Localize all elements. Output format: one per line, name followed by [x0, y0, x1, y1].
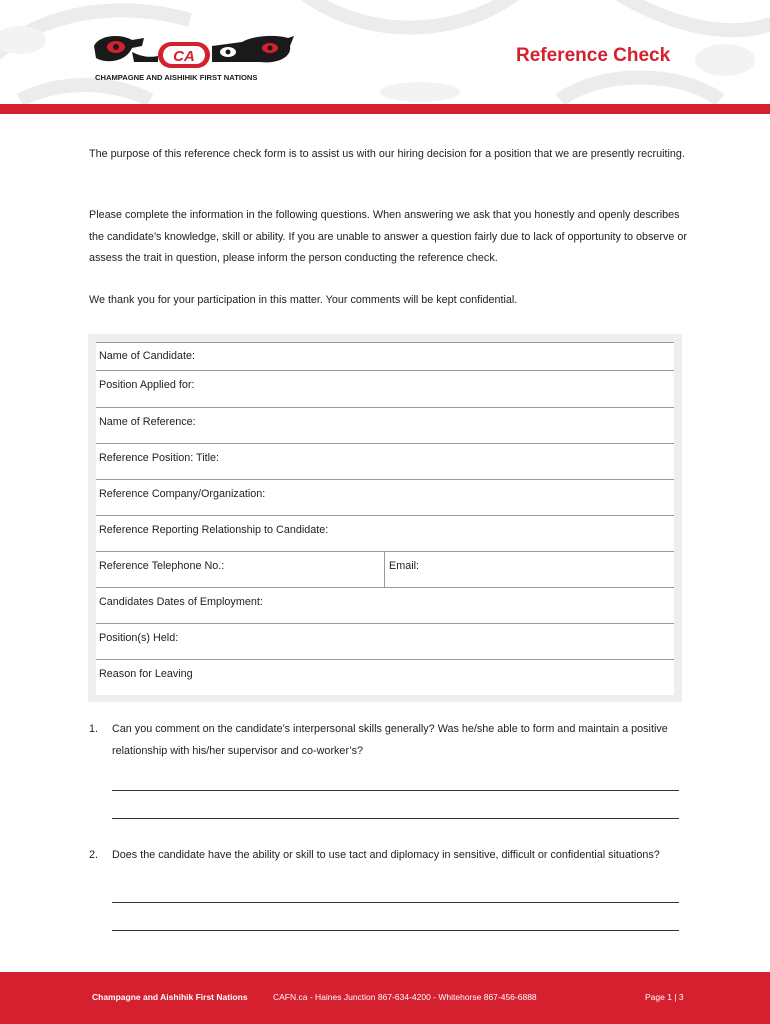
field-divider: [384, 552, 385, 587]
footer-org-name: Champagne and Aishihik First Nations: [92, 992, 248, 1002]
reference-name-label: Name of Reference:: [99, 416, 196, 428]
svg-text:CA: CA: [173, 48, 195, 65]
reference-company-field[interactable]: [96, 480, 674, 516]
telephone-label: Reference Telephone No.:: [99, 560, 225, 572]
reference-name-field[interactable]: [96, 408, 674, 444]
intro-thanks: We thank you for your participation in this matter. Your comments will be kept confidential.: [89, 294, 518, 306]
question-number: 1.: [89, 723, 99, 735]
answer-line[interactable]: [112, 790, 679, 791]
reference-position-field[interactable]: [96, 444, 674, 480]
question-1: [0, 719, 770, 763]
reporting-relationship-field[interactable]: [96, 516, 674, 552]
position-applied-label: Position Applied for:: [99, 379, 195, 391]
footer-contact-info: CAFN.ca - Haines Junction 867-634-4200 - Whitehorse 867-456-6888: [273, 992, 537, 1002]
candidate-name-field[interactable]: [96, 342, 674, 371]
header: [0, 0, 770, 116]
candidate-name-label: Name of Candidate:: [99, 350, 196, 362]
svg-text:CHAMPAGNE AND AISHIHIK FIRST N: CHAMPAGNE AND AISHIHIK FIRST NATIONS: [95, 73, 258, 82]
positions-held-label: Position(s) Held:: [99, 632, 179, 644]
position-applied-field[interactable]: [96, 371, 674, 408]
footer: [0, 972, 770, 1024]
reason-leaving-label: Reason for Leaving: [99, 668, 193, 680]
employment-dates-label: Candidates Dates of Employment:: [99, 596, 263, 608]
question-number: 2.: [89, 849, 99, 861]
reporting-relationship-label: Reference Reporting Relationship to Candidate:: [99, 524, 329, 536]
cafn-logo: [92, 32, 297, 84]
answer-line[interactable]: [112, 930, 679, 931]
reason-leaving-field[interactable]: [96, 660, 674, 695]
email-label: Email:: [389, 560, 419, 572]
question-text: Does the candidate have the ability or skill to use tact and diplomacy in sensitive, difficult or confidential situations?: [112, 849, 660, 861]
header-accent-bar: [0, 104, 770, 114]
question-text: Can you comment on the candidate’s interpersonal skills generally? Was he/she able to form and maintain a positive relationship with his/her supervisor and co-worker’s?: [112, 723, 668, 757]
telephone-email-row: [96, 552, 674, 588]
answer-line[interactable]: [112, 818, 679, 819]
positions-held-field[interactable]: [96, 624, 674, 660]
intro-instructions: Please complete the information in the following questions. When answering we ask that you honestly and openly describes the candidate’s knowledge, skill or ability. If you are unable to answer a question fairly due to lack of opportunity to observe or assess the trait in question, please inform the person conducting the reference check.: [89, 209, 687, 264]
question-2: [0, 845, 770, 889]
reference-company-label: Reference Company/Organization:: [99, 488, 266, 500]
reference-position-label: Reference Position: Title:: [99, 452, 220, 464]
employment-dates-field[interactable]: [96, 588, 674, 624]
page-title: Reference Check: [516, 45, 671, 66]
answer-line[interactable]: [112, 902, 679, 903]
intro-purpose: The purpose of this reference check form is to assist us with our hiring decision for a position that we are presently recruiting.: [89, 148, 685, 160]
page-number: Page 1 | 3: [645, 992, 684, 1002]
